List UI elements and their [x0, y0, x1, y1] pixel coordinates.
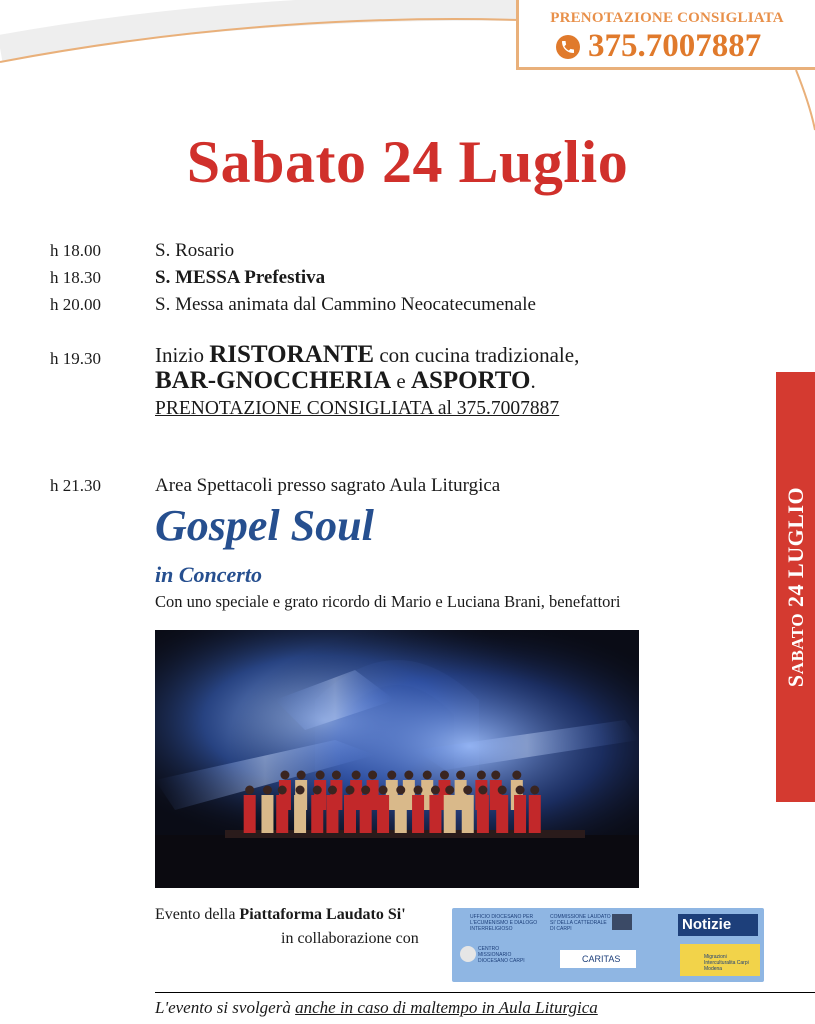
logo-notizie: Notizie: [682, 916, 732, 933]
phone-icon: [556, 35, 580, 59]
booking-note-link[interactable]: PRENOTAZIONE CONSIGLIATA al 375.7007887: [155, 398, 560, 419]
event-platform-note: Evento della Piattaforma Laudato Si': [155, 906, 406, 923]
memory-note: Con uno speciale e grato ricordo di Mario e Luciana Brani, benefattori: [155, 592, 621, 611]
schedule-time: h 18.00: [50, 241, 101, 260]
concert-name: Gospel Soul: [155, 501, 374, 550]
footer-divider: [155, 992, 815, 993]
logo-notizie-box: [678, 914, 758, 936]
booking-label: PRENOTAZIONE CONSIGLIATA: [550, 10, 784, 26]
schedule-text: S. Messa animata dal Cammino Neocatecumenale: [155, 294, 536, 315]
schedule-text: S. Rosario: [155, 240, 235, 261]
schedule-time: h 20.00: [50, 295, 101, 314]
schedule-time: h 18.30: [50, 268, 101, 287]
restaurant-line-1: Inizio RISTORANTE con cucina tradizionale,: [155, 341, 580, 368]
concert-time: h 21.30: [50, 476, 101, 495]
logo-commissione: COMMISSIONE LAUDATO SI' DELLA CATTEDRALE DI CARPI: [550, 914, 611, 932]
migrazioni-box: [680, 944, 760, 976]
caritas-box: [560, 950, 636, 968]
booking-phone[interactable]: [556, 28, 796, 65]
concert-venue: Area Spettacoli presso sagrato Aula Liturgica: [155, 475, 501, 496]
partner-logos: [452, 908, 764, 982]
event-collab-note: in collaborazione con: [281, 930, 419, 947]
restaurant-line-2: BAR-GNOCCHERIA e ASPORTO.: [155, 367, 536, 394]
booking-phone-number: 375.7007887: [588, 28, 762, 64]
schedule-text: S. MESSA Prefestiva: [155, 267, 326, 288]
page-title: Sabato 24 Luglio: [186, 129, 629, 195]
choir-photo: [155, 630, 639, 888]
side-banner-text: SABATO 24 LUGLIO: [783, 486, 808, 688]
side-banner: [776, 372, 815, 802]
logo-caritas: CARITAS: [582, 954, 621, 964]
logo-migrazioni: Migrazioni Interculturalita Carpi Modena: [704, 954, 749, 972]
concert-subtitle: in Concerto: [155, 562, 262, 587]
restaurant-time: h 19.30: [50, 349, 101, 368]
logo-ufficio: UFFICIO DIOCESANO PER L'ECUMENISMO E DIALOGO INTERRELIGIOSO: [470, 914, 538, 932]
commissione-emblem: [612, 914, 632, 930]
centro-emblem: [460, 946, 476, 962]
footer-note: L'evento si svolgerà anche in caso di maltempo in Aula Liturgica: [155, 998, 598, 1017]
logo-centro: CENTRO MISSIONARIO DIOCESANO CARPI: [478, 946, 525, 964]
